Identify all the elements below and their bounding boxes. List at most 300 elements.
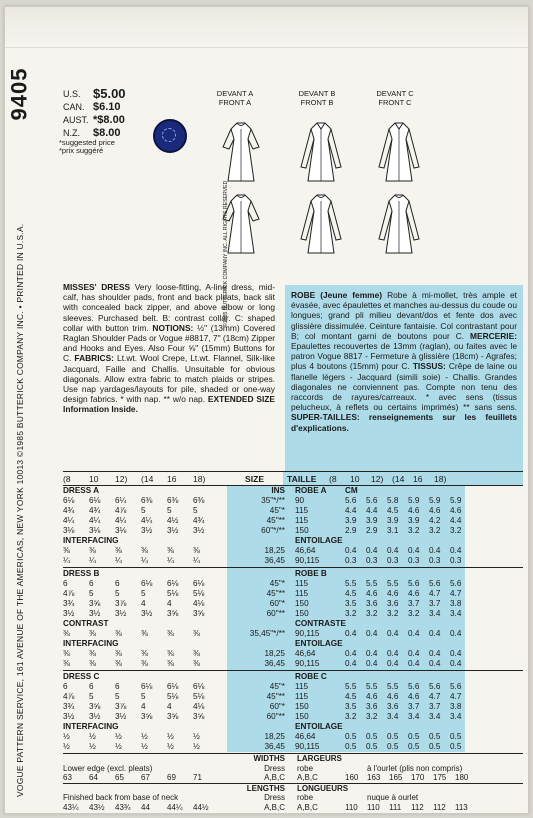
view-label-fr: DEVANT A bbox=[216, 89, 254, 98]
section-title-fr bbox=[287, 619, 523, 629]
yardage-value: 4⅞ bbox=[63, 589, 75, 598]
metrage-value: 0.3 bbox=[408, 556, 420, 565]
section-name: DRESS C bbox=[63, 672, 100, 681]
measure-desc-en bbox=[63, 764, 243, 774]
table-row bbox=[63, 516, 523, 526]
metrage-value: 0.4 bbox=[408, 629, 420, 638]
measure-values-in bbox=[63, 773, 243, 783]
yardage-value: ½ bbox=[115, 742, 122, 751]
section-title-fr bbox=[287, 672, 523, 682]
yardage-values bbox=[63, 649, 245, 659]
size-number: 12) bbox=[115, 473, 128, 484]
metrage-values bbox=[287, 506, 523, 516]
yardage-value: 3½ bbox=[115, 712, 127, 721]
metrage-values bbox=[287, 712, 523, 722]
yardage-value: ¼ bbox=[167, 556, 174, 565]
metrage-value: 3.6 bbox=[366, 702, 378, 711]
yardage-value: 4¾ bbox=[193, 516, 205, 525]
yardage-values bbox=[63, 659, 245, 669]
yardage-value: 6⅜ bbox=[167, 496, 179, 505]
cells bbox=[295, 742, 523, 752]
metrage-value: 5.6 bbox=[429, 579, 441, 588]
metrage-value: 0.4 bbox=[429, 629, 441, 638]
yardage-value: 4¾ bbox=[89, 506, 101, 515]
metrage-value: 4.7 bbox=[429, 692, 441, 701]
metrage-value: 0.5 bbox=[345, 732, 357, 741]
metrage-value: 0.4 bbox=[366, 649, 378, 658]
size-headers-inches bbox=[63, 474, 245, 484]
envelope-flap bbox=[5, 7, 528, 48]
metrage-value: 5.6 bbox=[345, 496, 357, 505]
measure-value-cm: 165 bbox=[389, 773, 403, 783]
fabric-width-in: 45"* bbox=[269, 579, 285, 588]
table-header bbox=[63, 471, 523, 486]
yardage-value: 4¼ bbox=[141, 516, 153, 525]
metrage-values bbox=[287, 546, 523, 556]
fabric-width-cm: 115 bbox=[295, 682, 309, 691]
yardage-value: ⅜ bbox=[63, 649, 70, 658]
metrage-value: 0.4 bbox=[387, 649, 399, 658]
section-unit-in: INS bbox=[271, 486, 285, 495]
measure-values-cm bbox=[289, 803, 523, 813]
measure-value: 43¼ bbox=[63, 802, 79, 812]
metrage-value: 0.5 bbox=[387, 742, 399, 751]
table-row bbox=[63, 702, 523, 712]
metrage-value: 4.4 bbox=[366, 506, 378, 515]
yardage-value: ⅜ bbox=[63, 629, 70, 638]
metrage-value: 3.2 bbox=[345, 609, 357, 618]
yardage-value: ⅜ bbox=[115, 546, 122, 555]
taille-number: 12) bbox=[371, 473, 384, 484]
yardage-value: 4¼ bbox=[115, 516, 127, 525]
yardage-value: ⅜ bbox=[89, 546, 96, 555]
yardage-value: 6 bbox=[89, 579, 94, 588]
section-name: INTERFACING bbox=[63, 639, 119, 648]
measure-value-cm: 170 bbox=[411, 773, 425, 783]
yardage-values bbox=[63, 526, 245, 536]
metrage-values bbox=[287, 526, 523, 536]
metrage-value: 4.4 bbox=[450, 516, 462, 525]
metrage-value: 3.4 bbox=[429, 712, 441, 721]
price-note: *suggested price *prix suggéré bbox=[59, 138, 115, 155]
metrage-value: 0.5 bbox=[345, 742, 357, 751]
yardage-values bbox=[63, 682, 245, 692]
fabric-width-cm: 90,115 bbox=[295, 629, 320, 638]
yardage-value: ½ bbox=[63, 732, 70, 741]
yardage-value: 3⅝ bbox=[167, 609, 179, 618]
robe-label: robe bbox=[297, 793, 314, 803]
description-french: ROBE (Jeune femme) Robe à mi-mollet, très ample et évasée, avec épaulettes et manches au-dessus du coude ou longues; grand pli milieu devant/dos et fente dos avec glissière dissimulée. Ceinture fantaisie. Col contrastant pour B; col montant garni de boutons pour C. MERCERIE: Epaulettes recouvertes de 13mm (raglan), ou faites avec le patron Vogue 8817 - Fermeture à glissière (18cm) - Agrafes; plus 4 boutons (15mm) pour C. TISSUS: Crêpe de laine ou flanelle légers - Jacquard (simili soie) - Challis. Grandes diagonales ne conviennent pas. Compte non tenu des raccords de rayures/carreaux. * avec sens (tissus pelucheux, à reflets ou certains imprimés) ** sans sens. SUPER-TAILLES: renseignements sur les feuillets d'explications. bbox=[285, 285, 523, 485]
metrage-value: 0.4 bbox=[387, 546, 399, 555]
fabric-width-in: 45"** bbox=[266, 516, 285, 525]
metrage-value: 2.9 bbox=[366, 526, 378, 535]
view-label-fr: DEVANT C bbox=[376, 89, 414, 98]
price-row bbox=[63, 113, 126, 126]
section-title-en bbox=[63, 672, 245, 682]
yardage-value: 5⅛ bbox=[167, 692, 179, 701]
section-title-fr bbox=[287, 536, 523, 546]
metrage-value: 4.5 bbox=[345, 692, 357, 701]
section-unit-in bbox=[245, 639, 287, 649]
metrage-value: 3.2 bbox=[429, 526, 441, 535]
cells bbox=[295, 609, 523, 619]
fabric-width-cm: 115 bbox=[295, 579, 309, 588]
yardage-value: ⅜ bbox=[115, 629, 122, 638]
section-title-en bbox=[63, 722, 245, 732]
section-title-en bbox=[63, 536, 245, 546]
cells bbox=[63, 659, 245, 669]
pattern-number: 9405 bbox=[6, 67, 32, 121]
yardage-values bbox=[63, 609, 245, 619]
yardage-value: 6⅛ bbox=[89, 496, 101, 505]
table-section-title bbox=[63, 722, 523, 732]
metrage-value: 4.6 bbox=[408, 589, 420, 598]
yardage-value: 5 bbox=[115, 692, 120, 701]
table-row bbox=[63, 649, 523, 659]
table-row bbox=[63, 732, 523, 742]
metrage-value: 0.4 bbox=[429, 649, 441, 658]
yardage-value: ⅜ bbox=[115, 649, 122, 658]
yardage-value: ⅜ bbox=[167, 659, 174, 668]
measure-label-fr: LARGEURS bbox=[297, 754, 342, 763]
price-row bbox=[63, 87, 126, 100]
yardage-value: 4¼ bbox=[63, 516, 75, 525]
table-row bbox=[63, 546, 523, 556]
section-title-en bbox=[63, 619, 245, 629]
metrage-value: 0.3 bbox=[429, 556, 441, 565]
metrage-value: 0.4 bbox=[345, 546, 357, 555]
metrage-value: 0.4 bbox=[345, 629, 357, 638]
table-row bbox=[63, 742, 523, 752]
metrage-value: 5.6 bbox=[450, 579, 462, 588]
size-number: 10 bbox=[89, 473, 99, 484]
metrage-value: 3.2 bbox=[408, 609, 420, 618]
section-name-fr: ENTOILAGE bbox=[295, 722, 343, 731]
yardage-value: ½ bbox=[115, 732, 122, 741]
measure-desc-fr bbox=[289, 764, 523, 774]
yardage-value: 5 bbox=[141, 506, 146, 515]
view-label bbox=[287, 89, 347, 107]
yardage-value: ⅜ bbox=[89, 649, 96, 658]
measure-desc-row bbox=[63, 793, 523, 803]
cells bbox=[295, 526, 523, 536]
yardage-value: 6 bbox=[89, 682, 94, 691]
table-row bbox=[63, 526, 523, 536]
vogue-logo-seal bbox=[153, 119, 187, 153]
cells bbox=[63, 579, 245, 589]
yardage-values bbox=[63, 629, 245, 639]
yardage-value: ⅜ bbox=[167, 546, 174, 555]
yardage-value: 5⅛ bbox=[167, 589, 179, 598]
garment-views bbox=[195, 87, 425, 267]
metrage-value: 3.7 bbox=[429, 599, 441, 608]
metrage-value: 2.9 bbox=[345, 526, 357, 535]
cells bbox=[63, 609, 245, 619]
price-list bbox=[59, 86, 126, 155]
measure-value: 64 bbox=[89, 773, 98, 783]
section-name: DRESS B bbox=[63, 569, 100, 578]
table-section-title bbox=[63, 672, 523, 682]
yardage-values bbox=[63, 516, 245, 526]
table-row bbox=[63, 599, 523, 609]
table-row bbox=[63, 556, 523, 566]
section-unit-in bbox=[245, 722, 287, 732]
cells bbox=[295, 589, 523, 599]
cells bbox=[295, 629, 523, 639]
yardage-value: 6⅛ bbox=[167, 579, 179, 588]
fabric-width-in: 18,25 bbox=[264, 546, 285, 555]
robe-label: robe bbox=[297, 763, 314, 773]
metrage-value: 0.3 bbox=[387, 556, 399, 565]
fabric-width-cm: 115 bbox=[295, 589, 309, 598]
yardage-value: 4 bbox=[141, 599, 146, 608]
metrage-value: 4.6 bbox=[366, 692, 378, 701]
yardage-value: ½ bbox=[167, 742, 174, 751]
metrage-value: 5.9 bbox=[429, 496, 441, 505]
yardage-value: ⅜ bbox=[141, 659, 148, 668]
metrage-value: 0.5 bbox=[366, 742, 378, 751]
yardage-value: ½ bbox=[167, 732, 174, 741]
dress-figure-front-b bbox=[295, 115, 347, 185]
metrage-value: 0.4 bbox=[387, 659, 399, 668]
yardage-value: ⅜ bbox=[63, 546, 70, 555]
yardage-value: ⅜ bbox=[193, 659, 200, 668]
section-name-fr: CONTRASTE bbox=[295, 619, 346, 628]
yardage-value: 3¾ bbox=[63, 702, 75, 711]
metrage-values bbox=[287, 516, 523, 526]
yardage-value: 3½ bbox=[141, 609, 153, 618]
metrage-value: 3.6 bbox=[387, 599, 399, 608]
metrage-values bbox=[287, 609, 523, 619]
metrage-value: 3.8 bbox=[450, 599, 462, 608]
metrage-value: 0.5 bbox=[429, 742, 441, 751]
metrage-value: 3.2 bbox=[387, 609, 399, 618]
metrage-value: 4.4 bbox=[345, 506, 357, 515]
yardage-value: 6⅛ bbox=[193, 682, 205, 691]
metrage-value: 0.5 bbox=[450, 732, 462, 741]
section-name-fr: ROBE C bbox=[295, 672, 327, 681]
price-country: U.S. bbox=[63, 88, 81, 99]
price-country: AUST. bbox=[63, 114, 89, 125]
yardage-value: 4⅛ bbox=[193, 702, 205, 711]
cells bbox=[63, 506, 245, 516]
fabric-width-in: 35"*/** bbox=[261, 496, 285, 505]
yardage-value: 3⅝ bbox=[141, 712, 153, 721]
yardage-value: ⅜ bbox=[193, 649, 200, 658]
views-abc: A,B,C bbox=[264, 773, 285, 783]
spacer bbox=[63, 754, 229, 764]
table-section-title bbox=[63, 486, 523, 496]
yardage-value: 4 bbox=[167, 702, 172, 711]
yardage-value: 3½ bbox=[63, 712, 75, 721]
measure-value-cm: 110 bbox=[345, 802, 358, 812]
table-row bbox=[63, 506, 523, 516]
view-label-en: FRONT C bbox=[378, 98, 412, 107]
metrage-value: 0.5 bbox=[450, 742, 462, 751]
fabric-width-in: 60"*/** bbox=[261, 526, 285, 535]
fabric-width-cm: 46,64 bbox=[295, 546, 316, 555]
dress-figure-back-a bbox=[215, 187, 267, 257]
measure-values-cm bbox=[289, 773, 523, 783]
fabric-width-in: 60"** bbox=[266, 712, 285, 721]
section-unit-cm: CM bbox=[345, 486, 358, 495]
metrage-value: 0.5 bbox=[408, 742, 420, 751]
cells bbox=[63, 742, 245, 752]
fabric-width-in: 45"* bbox=[269, 506, 285, 515]
yardage-value: 6 bbox=[115, 579, 120, 588]
metrage-value: 3.1 bbox=[387, 526, 399, 535]
yardage-value: 6⅛ bbox=[141, 682, 153, 691]
metrage-value: 0.4 bbox=[450, 659, 462, 668]
metrage-value: 5.6 bbox=[408, 579, 420, 588]
metrage-value: 0.3 bbox=[345, 556, 357, 565]
metrage-values bbox=[287, 732, 523, 742]
yardage-value: 6 bbox=[63, 682, 68, 691]
section-name: INTERFACING bbox=[63, 536, 119, 545]
view-label bbox=[205, 89, 265, 107]
metrage-value: 4.6 bbox=[408, 692, 420, 701]
table-row bbox=[63, 609, 523, 619]
yardage-value: 5 bbox=[89, 589, 94, 598]
yardage-value: 6⅛ bbox=[141, 579, 153, 588]
metrage-value: 4.7 bbox=[450, 692, 462, 701]
yardage-value: 3⅛ bbox=[115, 526, 127, 535]
yardage-value: 4½ bbox=[167, 516, 179, 525]
section-title-fr bbox=[287, 486, 523, 496]
metrage-value: 0.4 bbox=[450, 546, 462, 555]
metrage-value: 0.4 bbox=[366, 659, 378, 668]
metrage-value: 0.4 bbox=[429, 546, 441, 555]
yardage-value: 5 bbox=[193, 506, 198, 515]
view-label-en: FRONT A bbox=[218, 98, 252, 107]
fabric-width-cm: 150 bbox=[295, 702, 309, 711]
metrage-values bbox=[287, 496, 523, 506]
yardage-values bbox=[63, 579, 245, 589]
fabric-width-in: 45"** bbox=[266, 692, 285, 701]
metrage-value: 0.4 bbox=[345, 659, 357, 668]
view-label bbox=[365, 89, 425, 107]
cells bbox=[63, 712, 245, 722]
yardage-value: 3½ bbox=[63, 609, 75, 618]
yardage-value: ½ bbox=[63, 742, 70, 751]
cells bbox=[295, 546, 523, 556]
metrage-value: 0.5 bbox=[387, 732, 399, 741]
metrage-values bbox=[287, 692, 523, 702]
yardage-value: 6⅛ bbox=[167, 682, 179, 691]
yardage-value: 3⅝ bbox=[193, 712, 205, 721]
spacer bbox=[63, 784, 229, 794]
yardage-value: 3½ bbox=[167, 526, 179, 535]
cells bbox=[295, 516, 523, 526]
yardage-value: ⅜ bbox=[193, 546, 200, 555]
metrage-value: 5.6 bbox=[366, 496, 378, 505]
metrage-value: 5.5 bbox=[345, 682, 357, 691]
yardage-value: ½ bbox=[193, 732, 200, 741]
metrage-value: 3.2 bbox=[345, 712, 357, 721]
yardage-value: 5 bbox=[89, 692, 94, 701]
metrage-value: 3.7 bbox=[429, 702, 441, 711]
metrage-value: 3.4 bbox=[450, 712, 462, 721]
table-row bbox=[63, 589, 523, 599]
table-section-title bbox=[63, 569, 523, 579]
measure-desc-fr bbox=[289, 793, 523, 803]
yardage-value: 3⅝ bbox=[89, 599, 101, 608]
yardage-value: 3½ bbox=[193, 526, 205, 535]
metrage-values bbox=[287, 742, 523, 752]
price-row bbox=[63, 100, 126, 113]
fabric-width-cm: 115 bbox=[295, 516, 309, 525]
metrage-value: 5.6 bbox=[450, 682, 462, 691]
measure-values-row bbox=[63, 773, 523, 783]
cells bbox=[63, 516, 245, 526]
section-name: DRESS A bbox=[63, 486, 100, 495]
yardage-values bbox=[63, 546, 245, 556]
desc: Lower edge (excl. pleats) bbox=[63, 763, 153, 773]
yardage-values bbox=[63, 742, 245, 752]
measure-value: 44 bbox=[141, 802, 150, 812]
section-divider bbox=[63, 670, 523, 671]
metrage-value: 0.4 bbox=[345, 649, 357, 658]
fabric-width-in: 60"** bbox=[266, 609, 285, 618]
yardage-value: ⅜ bbox=[141, 546, 148, 555]
measure-value: 43½ bbox=[89, 802, 105, 812]
section-unit-in bbox=[245, 536, 287, 546]
metrage-value: 3.5 bbox=[345, 599, 357, 608]
desc-fr: à l'ourlet (plis non compris) bbox=[367, 763, 463, 773]
measure-desc-en bbox=[63, 793, 243, 803]
yardage-value: 6⅛ bbox=[193, 579, 205, 588]
metrage-value: 5.6 bbox=[408, 682, 420, 691]
cells bbox=[63, 692, 245, 702]
price-country: N.Z. bbox=[63, 127, 80, 138]
cells bbox=[295, 682, 523, 692]
metrage-value: 4.2 bbox=[429, 516, 441, 525]
metrage-value: 0.4 bbox=[450, 649, 462, 658]
yardage-value: ½ bbox=[193, 742, 200, 751]
taille-number: (8 bbox=[329, 473, 337, 484]
measure-value-cm: 160 bbox=[345, 773, 359, 783]
metrage-values bbox=[287, 579, 523, 589]
fabric-width-cm: 150 bbox=[295, 526, 309, 535]
metrage-value: 3.6 bbox=[366, 599, 378, 608]
price-value: $6.10 bbox=[93, 100, 121, 113]
yardage-value: ½ bbox=[141, 732, 148, 741]
measure-value: 44½ bbox=[193, 802, 209, 812]
metrage-value: 4.6 bbox=[387, 692, 399, 701]
table-row bbox=[63, 629, 523, 639]
yardage-value: 5 bbox=[115, 589, 120, 598]
table-row bbox=[63, 496, 523, 506]
fabric-width-in: 35,45"*/** bbox=[249, 629, 285, 638]
yardage-value: 6⅜ bbox=[141, 496, 153, 505]
yardage-values bbox=[63, 556, 245, 566]
fabric-width-cm: 46,64 bbox=[295, 732, 316, 741]
metrage-value: 4.5 bbox=[345, 589, 357, 598]
yardage-value: ⅜ bbox=[115, 659, 122, 668]
metrage-value: 5.5 bbox=[366, 682, 378, 691]
fabric-width-cm: 150 bbox=[295, 712, 309, 721]
yardage-value: 3⅝ bbox=[89, 702, 101, 711]
table-row bbox=[63, 682, 523, 692]
section-title-en bbox=[63, 569, 245, 579]
cells bbox=[63, 649, 245, 659]
metrage-value: 0.4 bbox=[408, 546, 420, 555]
metrage-value: 0.4 bbox=[408, 649, 420, 658]
yardage-value: 5 bbox=[141, 692, 146, 701]
yardage-value: 4⅛ bbox=[193, 599, 205, 608]
yardage-values bbox=[63, 599, 245, 609]
taille-number: (14 bbox=[392, 473, 405, 484]
